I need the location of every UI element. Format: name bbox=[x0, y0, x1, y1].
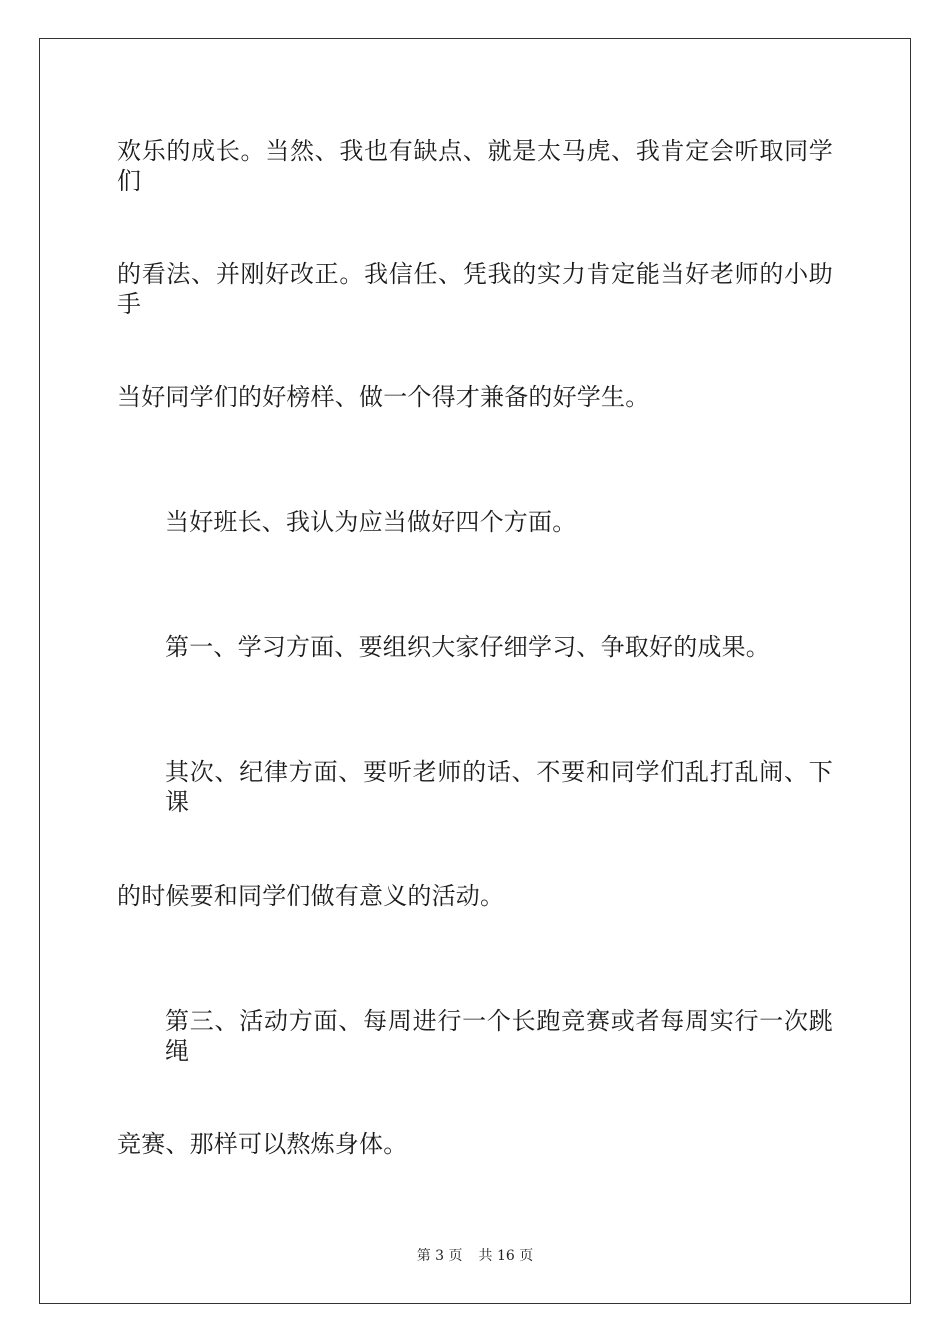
paragraph-line: 第三、活动方面、每周进行一个长跑竞赛或者每周实行一次跳绳 bbox=[165, 1007, 833, 1065]
paragraph-line: 的时候要和同学们做有意义的活动。 bbox=[117, 882, 505, 910]
page-border bbox=[39, 38, 911, 1304]
paragraph-line: 欢乐的成长。当然、我也有缺点、就是太马虎、我肯定会听取同学们 bbox=[117, 137, 833, 195]
paragraph-line: 当好同学们的好榜样、做一个得才兼备的好学生。 bbox=[117, 383, 650, 411]
paragraph-line: 的看法、并刚好改正。我信任、凭我的实力肯定能当好老师的小助手 bbox=[117, 260, 833, 318]
page-number: 第 3 页 bbox=[416, 1248, 463, 1264]
page-footer bbox=[0, 1247, 950, 1265]
paragraph-line: 第一、学习方面、要组织大家仔细学习、争取好的成果。 bbox=[165, 633, 770, 661]
page-total: 共 16 页 bbox=[478, 1248, 534, 1264]
paragraph-line: 其次、纪律方面、要听老师的话、不要和同学们乱打乱闹、下课 bbox=[165, 758, 833, 816]
paragraph-line: 当好班长、我认为应当做好四个方面。 bbox=[165, 508, 577, 536]
paragraph-line: 竞赛、那样可以熬炼身体。 bbox=[117, 1130, 408, 1158]
